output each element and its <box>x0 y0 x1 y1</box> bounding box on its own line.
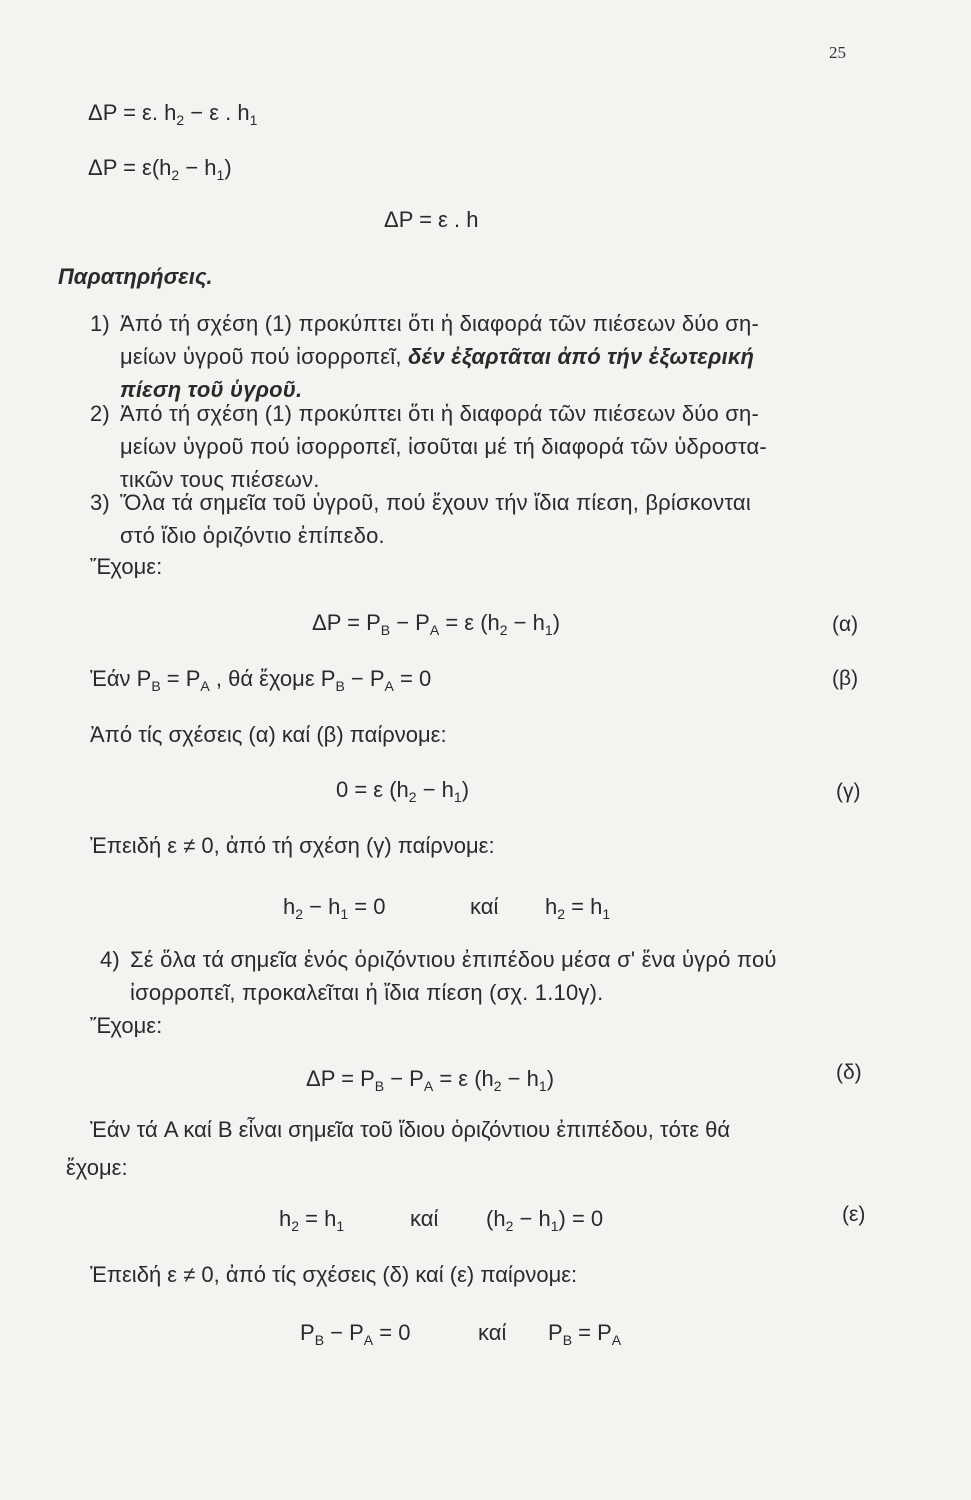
equation-1: ΔP = ε. $h_2 - \varepsilon$ . $h_1$ <box>88 100 258 128</box>
since-epsilon-nonzero-2: Ἐπειδή ε ≠ 0, ἀπό τίς σχέσεις (δ) καί (ε) παίρνομε: <box>90 1262 578 1287</box>
equation-h-difference: $h_2 - h_1 = 0$ <box>283 894 386 922</box>
page-number: 25 <box>829 43 846 62</box>
remark-2: 2) Ἀπό τή σχέση (1) προκύπτει ὅτι ἡ διαφορά τῶν πιέσεων δύο ση- μείων ὑγροῦ πού ἰσορροπεῖ, ἰσοῦται μέ τή διαφορά τῶν ὑδροστα- τικῶν τους πιέσεων. <box>90 401 767 492</box>
equation-2: $\Delta P = \varepsilon(h_2 - h_1)$ <box>88 155 232 183</box>
echome-1: Ἔχομε: <box>90 554 163 579</box>
tag-g: (γ) <box>836 780 861 803</box>
since-epsilon-nonzero-1: Ἐπειδή ε ≠ 0, ἀπό τή σχέση (γ) παίρνομε: <box>90 833 495 858</box>
tag-b: (β) <box>832 667 859 690</box>
from-relations-ab: Ἀπό τίς σχέσεις (α) καί (β) παίρνομε: <box>90 722 447 747</box>
kai-3: καί <box>478 1320 507 1345</box>
equation-h-equal: $h_2 = h_1$ <box>545 894 611 922</box>
remark-3: 3) Ὅλα τά σημεῖα τοῦ ὑγροῦ, πού ἔχουν τήν ἴδια πίεση, βρίσκονται στό ἴδιο ὁριζόντιο ἐπίπεδο. <box>90 490 751 548</box>
kai-2: καί <box>410 1206 439 1231</box>
if-same-level-line-2: ἔχομε: <box>66 1155 128 1180</box>
remark-1-line-2: μείων ὑγροῦ πού ἰσορροπεῖ, δέν ἐξαρτᾶται ἀπό τήν ἐξωτερική <box>120 344 755 369</box>
equation-e-h: $h_2 = h_1$ <box>279 1206 345 1234</box>
kai-1: καί <box>470 894 499 919</box>
remark-1: 1) Ἀπό τή σχέση (1) προκύπτει ὅτι ἡ διαφορά τῶν πιέσεων δύο ση- μείων ὑγροῦ πού ἰσορροπεῖ, δέν ἐξαρτᾶται ἀπό τήν ἐξωτερική πίεση τοῦ ὑγροῦ. <box>90 307 870 407</box>
remark-4: 4) Σέ ὅλα τά σημεῖα ἑνός ὁριζόντιου ἐπιπέδου μέσα σ' ἕνα ὑγρό πού ἰσορροπεῖ, προκαλεῖται ἡ ἴδια πίεση (σχ. 1.10γ). <box>100 947 777 1005</box>
equation-e-diff: $(h_2 - h_1) = 0$ <box>486 1206 604 1234</box>
if-same-level-line-1: Ἐάν τά A καί B εἶναι σημεῖα τοῦ ἴδιου ὁριζόντιου ἐπιπέδου, τότε θά <box>90 1117 731 1142</box>
equation-g: 0 = ε $(h_2 - h_1)$ <box>336 777 470 805</box>
equation-a: $\Delta P = P_B - P_A = \varepsilon$ $(h_2 - h_1)$ <box>312 610 561 638</box>
remark-1-line-3: πίεση τοῦ ὑγροῦ. <box>120 377 303 402</box>
tag-a: (α) <box>832 613 859 636</box>
remark-1-line-1: Ἀπό τή σχέση (1) προκύπτει ὅτι ἡ διαφορά τῶν πιέσεων δύο ση- <box>120 311 759 336</box>
tag-e: (ε) <box>842 1203 866 1226</box>
final-equation-equal: $P_B = P_A$ <box>548 1320 622 1348</box>
final-equation-diff: $P_B - P_A = 0$ <box>300 1320 411 1348</box>
equation-3: ΔP = ε . h <box>384 207 479 232</box>
if-equal-pressure-line: Ἐάν $P_B = P_A$ , θά ἔχομε $P_B - P_A = 0$ <box>90 666 432 694</box>
echome-2: Ἔχομε: <box>90 1013 163 1038</box>
tag-d: (δ) <box>836 1061 862 1084</box>
equation-d: $\Delta P = P_B - P_A = \varepsilon$ $(h_2 - h_1)$ <box>306 1066 555 1094</box>
heading-remarks: Παρατηρήσεις. <box>58 264 213 289</box>
